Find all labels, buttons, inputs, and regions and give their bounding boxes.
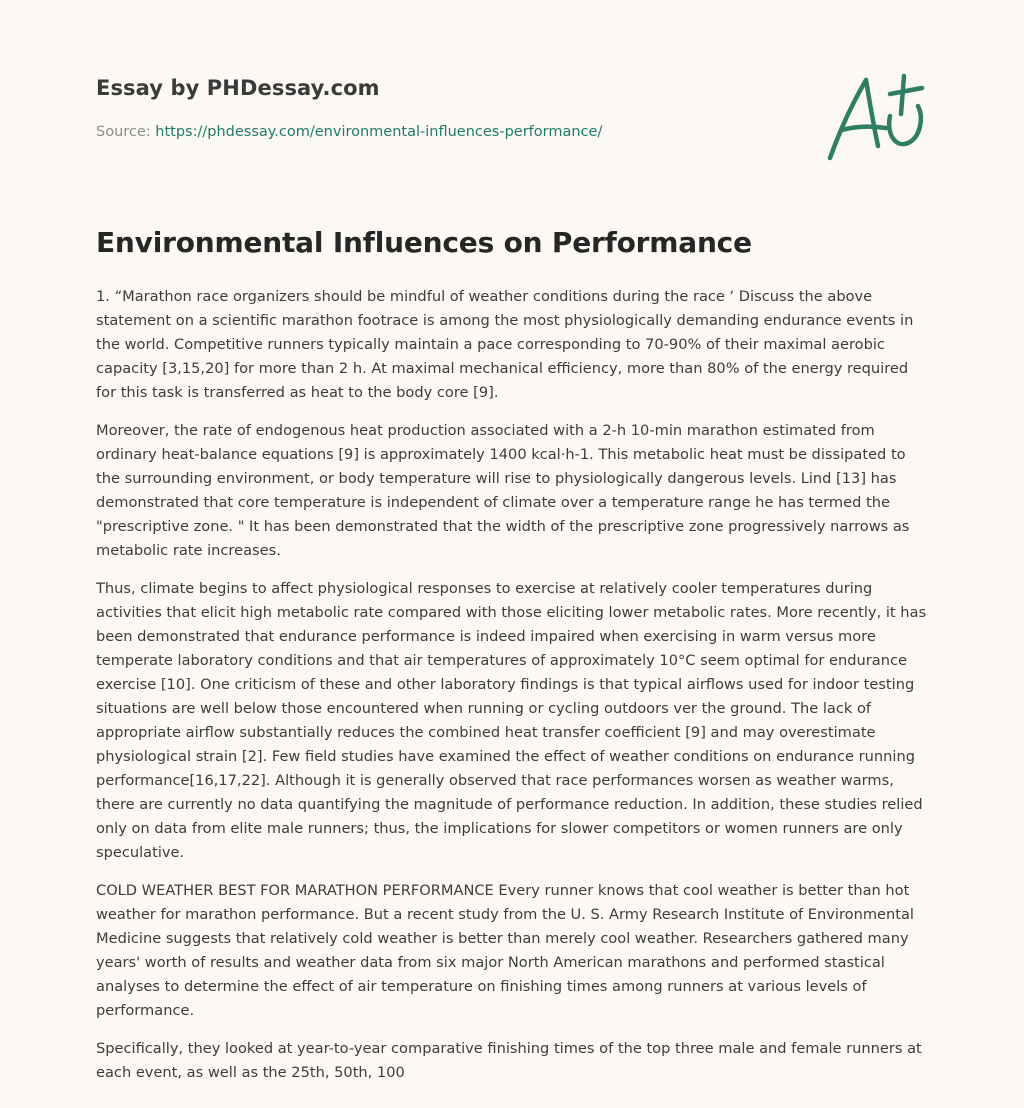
a-plus-grade-logo <box>820 68 930 166</box>
essay-body <box>96 285 928 1099</box>
source-line <box>96 124 602 140</box>
site-title: Essay by PHDessay.com <box>96 76 380 100</box>
essay-paragraph: Moreover, the rate of endogenous heat production associated with a 2-h 10-min marathon estimated from ordinary heat-balance equations [9] is approximately 1400 kcal·h-1. This metabolic heat must be dissipated to the surrounding environment, or body temperature will rise to physiologically dangerous levels. Lind [13] has demonstrated that core temperature is independent of climate over a temperature range he has termed the "prescriptive zone. " It has been demonstrated that the width of the prescriptive zone progressively narrows as metabolic rate increases. <box>96 422 910 559</box>
essay-paragraph: 1. “Marathon race organizers should be mindful of weather conditions during the race ‘ Discuss the above statement on a scientific marathon footrace is among the most physiologically demanding endurance events in the world. Competitive runners typically maintain a pace corresponding to 70-90% of their maximal aerobic capacity [3,15,20] for more than 2 h. At maximal mechanical efficiency, more than 80% of the energy required for this task is transferred as heat to the body core [9]. <box>96 288 914 401</box>
essay-paragraph: Thus, climate begins to affect physiological responses to exercise at relatively cooler temperatures during activities that elicit high metabolic rate compared with those eliciting lower metabolic rates. More recently, it has been demonstrated that endurance performance is indeed impaired when exercising in warm versus more temperate laboratory conditions and that air temperatures of approximately 10°C seem optimal for endurance exercise [10]. One criticism of these and other laboratory findings is that typical airflows used for indoor testing situations are well below those encountered when running or cycling outdoors ver the ground. The lack of appropriate airflow substantially reduces the combined heat transfer coefficient [9] and may overestimate physiological strain [2]. Few field studies have examined the effect of weather conditions on endurance running performance[16,17,22]. Although it is generally observed that race performances worsen as weather warms, there are currently no data quantifying the magnitude of performance reduction. In addition, these studies relied only on data from elite male runners; thus, the implications for slower competitors or women runners are only speculative. <box>96 580 927 861</box>
essay-paragraph: Specifically, they looked at year-to-year comparative finishing times of the top three male and female runners at each event, as well as the 25th, 50th, 100 <box>96 1040 922 1081</box>
source-label: Source: <box>96 124 151 140</box>
a-plus-icon <box>820 68 930 166</box>
source-link[interactable]: https://phdessay.com/environmental-influences-performance/ <box>155 124 603 140</box>
essay-paragraph: COLD WEATHER BEST FOR MARATHON PERFORMANCE Every runner knows that cool weather is better than hot weather for marathon performance. But a recent study from the U. S. Army Research Institute of Environmental Medicine suggests that relatively cold weather is better than merely cool weather. Researchers gathered many years' worth of results and weather data from six major North American marathons and performed stastical analyses to determine the effect of air temperature on finishing times among runners at various levels of performance. <box>96 882 914 1019</box>
essay-title: Environmental Influences on Performance <box>96 226 752 259</box>
